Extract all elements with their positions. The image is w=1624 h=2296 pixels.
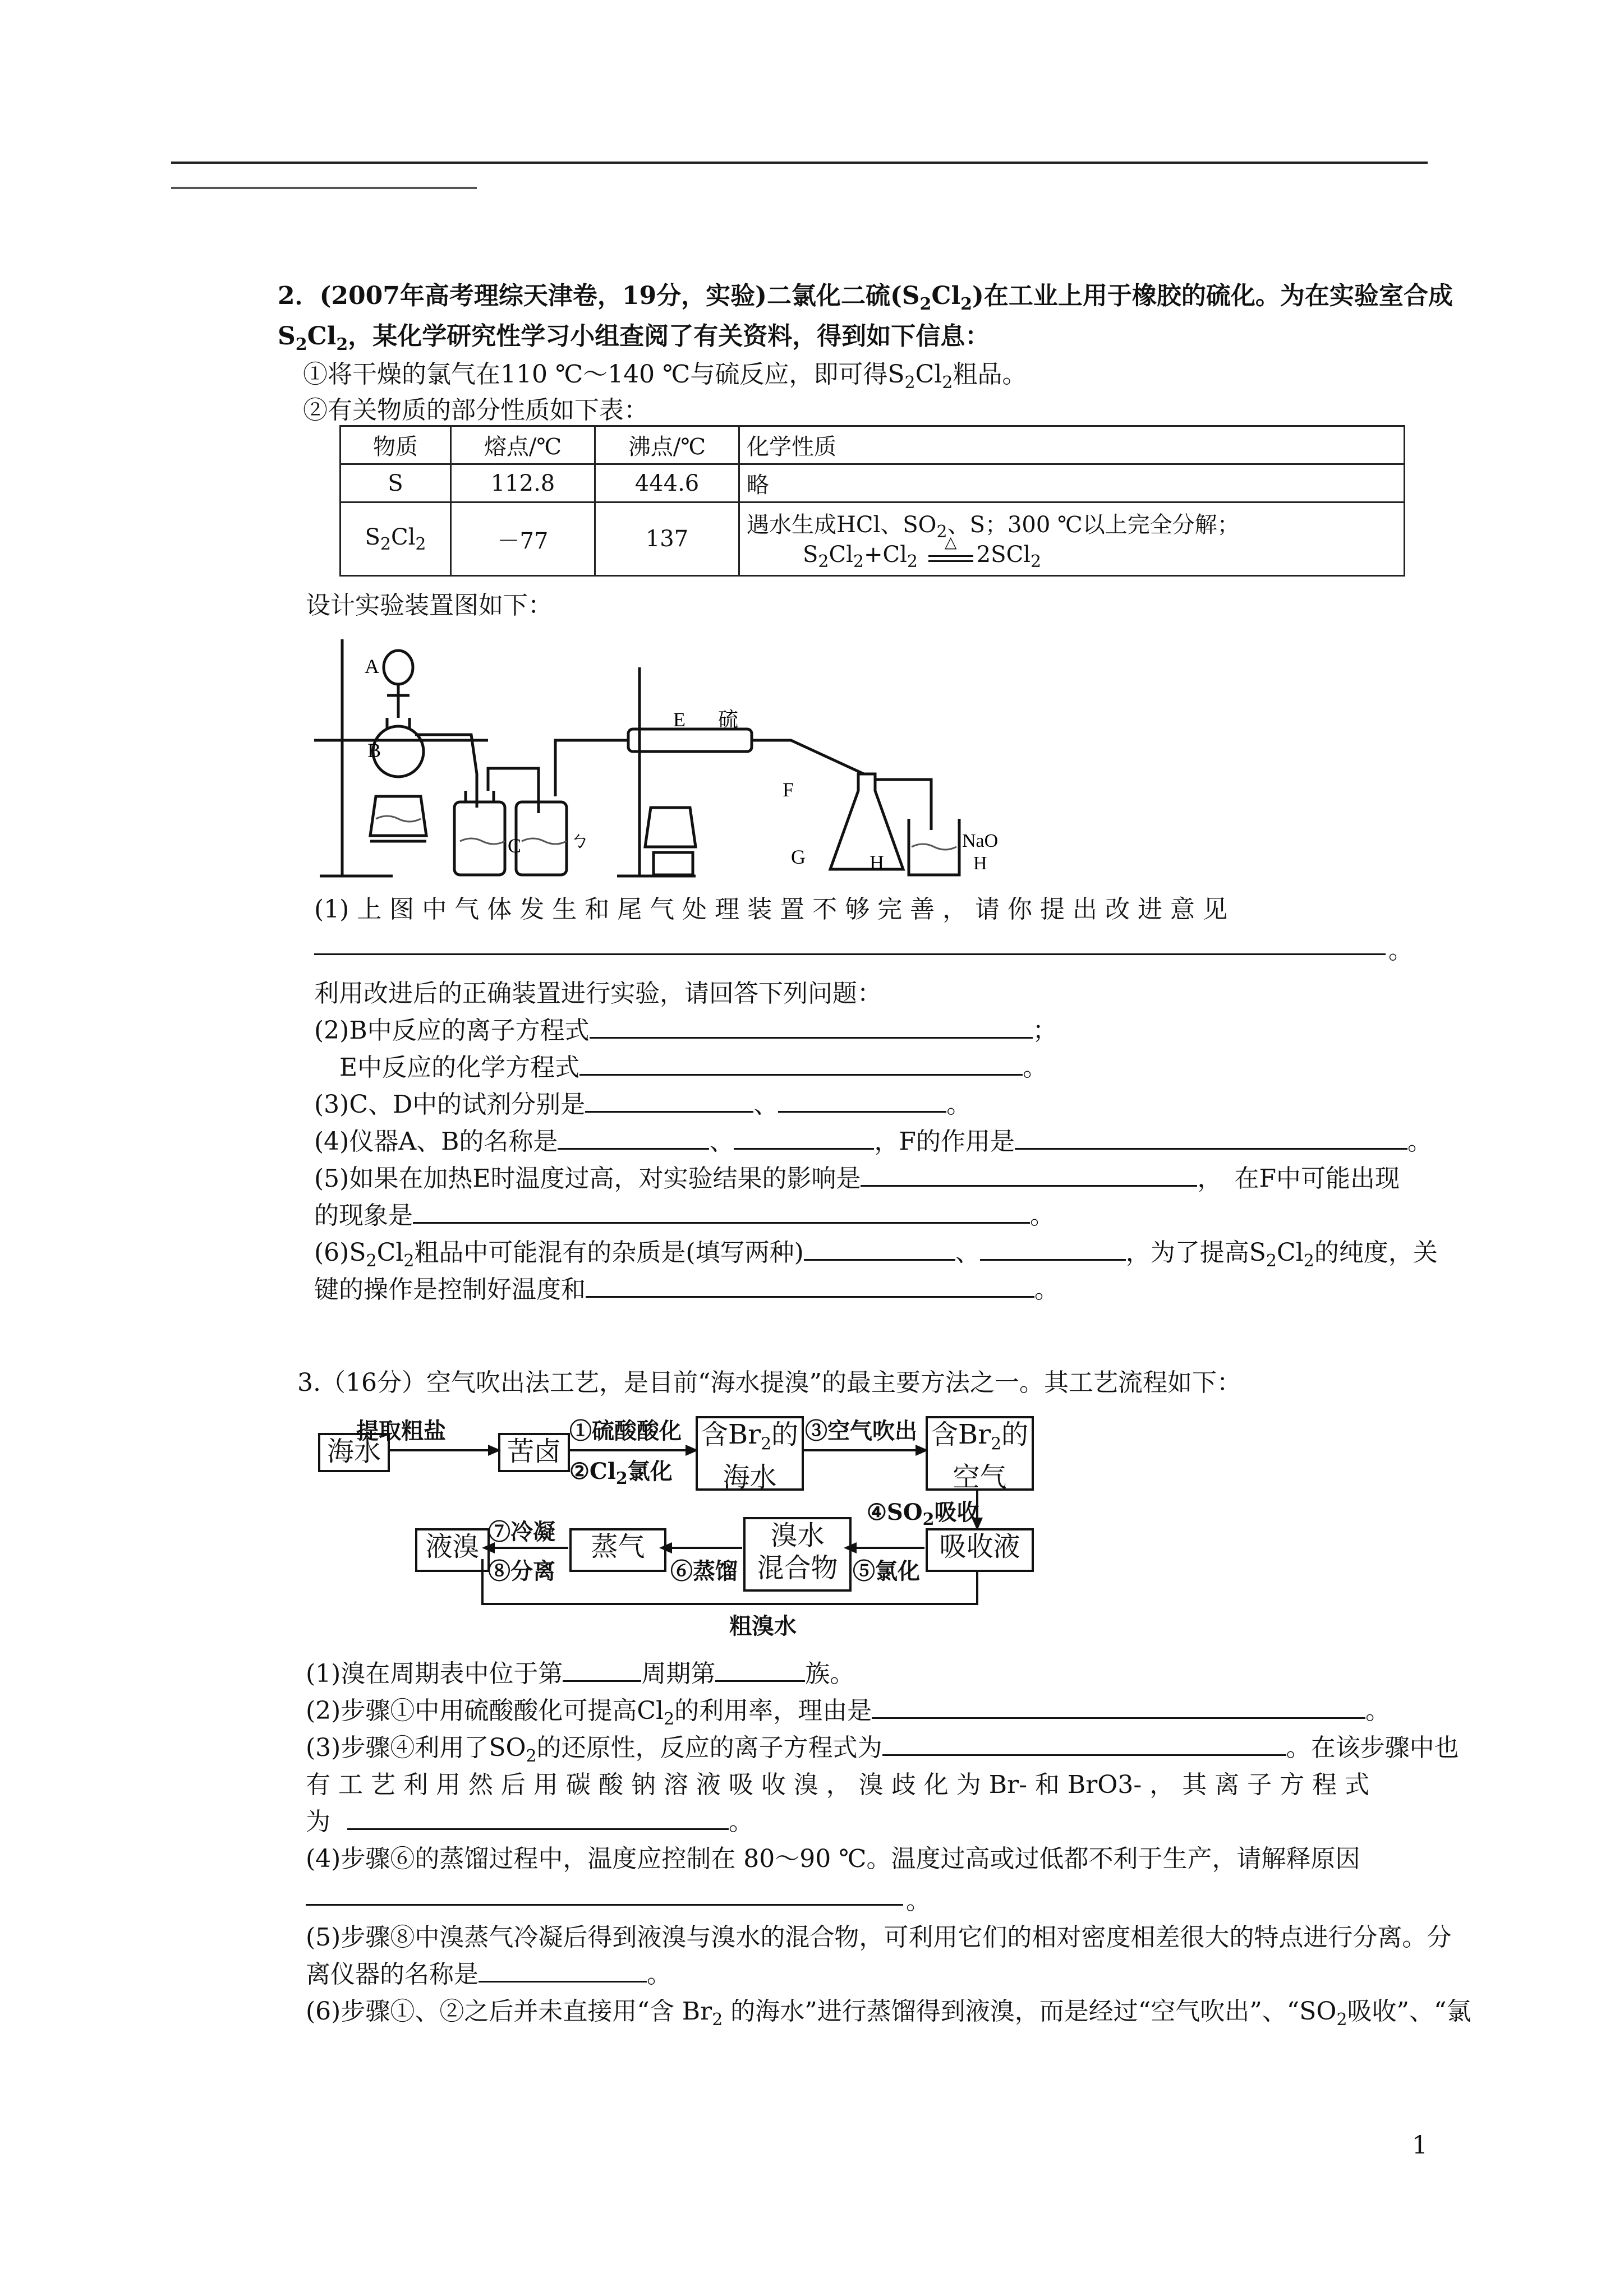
q3-part1: (1)溴在周期表中位于第 周期第 族。 (306, 1657, 854, 1691)
table-cell: 137 (595, 502, 739, 576)
q2-info2: ②有关物质的部分性质如下表： (303, 396, 648, 425)
answer-line (314, 953, 1386, 955)
top-rule-short (171, 187, 477, 189)
q3-part5: (5)步骤⑧中溴蒸气冷凝后得到液溴与溴水的混合物，可利用它们的相对密度相差很大的特点进行分离。分 (306, 1923, 1452, 1952)
q2-design-text: 设计实验装置图如下： (306, 591, 553, 620)
q2-part2b: E中反应的化学方程式 。 (339, 1051, 1047, 1085)
label-A: A (365, 655, 379, 677)
q3-part4: (4)步骤⑥的蒸馏过程中，温度应控制在 80～90 ℃。温度过高或过低都不利于生产，请解释原因 (306, 1845, 1360, 1873)
q2-part1-end: 。 (1388, 936, 1413, 965)
flow-box-mixture: 溴水 混合物 (743, 1517, 852, 1592)
table-cell: 444.6 (595, 464, 739, 502)
q3-part5b: 离仪器的名称是 。 (306, 1958, 671, 1991)
properties-table (339, 425, 1405, 577)
flow-label-step2: $②Cl_2$氯化 (569, 1458, 673, 1488)
q3-part4-end: 。 (906, 1887, 931, 1915)
q2-title: 2．(2007年高考理综天津卷，19分，实验)二氯化二硫$(S_2Cl_2)$在工业上用于橡胶的硫化。为在实验室合成 (278, 282, 1453, 314)
flow-label-step4: $④SO_2$吸收 (867, 1499, 979, 1529)
label-sulfur: 硫 (718, 708, 739, 731)
table-header-row (341, 426, 1405, 464)
flow-box-br-seawater: 含$Br_2$的 海水 (696, 1416, 804, 1491)
q3-part3c: 为 。 (306, 1805, 753, 1839)
q2-intro: 利用改进后的正确装置进行实验，请回答下列问题： (314, 979, 882, 1008)
q2-part6b: 键的操作是控制好温度和 。 (314, 1273, 1059, 1307)
top-rule (171, 162, 1428, 164)
flow-box-vapor: 蒸气 (569, 1528, 666, 1572)
flow-box-liquid-br: 液溴 (415, 1528, 490, 1572)
table-cell: 略 (739, 464, 1405, 502)
label-naoh-2: H (973, 853, 987, 874)
label-B: B (367, 739, 381, 762)
label-H: H (869, 851, 884, 874)
q2-info1: ①将干燥的氯气在110 ℃～140 ℃与硫反应，即可得$S_2Cl_2$粗品。 (303, 360, 1027, 393)
table-header: 物质 (341, 426, 451, 464)
flow-label-step3: ③空气吹出 (805, 1418, 917, 1444)
flow-label-step1: ①硫酸酸化 (569, 1418, 682, 1444)
q2-title-line2: $S_2Cl_2$，某化学研究性学习小组查阅了有关资料，得到如下信息： (278, 322, 990, 354)
table-cell: 112.8 (451, 464, 595, 502)
table-cell: 遇水生成HCl、$SO_2$、S；300 ℃以上完全分解； $S_2Cl_2+Cl_2$ △ 2SCl$_2$ (739, 502, 1405, 576)
page-number: 1 (1412, 2131, 1428, 2160)
q3-part3b: 有 工 艺 利 用 然 后 用 碳 酸 钠 溶 液 吸 收 溴 ， 溴 歧 化 为 Br- 和 BrO3- ， 其 离 子 方 程 式 (306, 1771, 1370, 1799)
flow-box-br-air: 含$Br_2$的 空气 (926, 1416, 1034, 1491)
flow-label-step7: ⑦冷凝 (488, 1519, 555, 1545)
flow-label-crude: 粗溴水 (729, 1613, 797, 1639)
label-F: F (783, 778, 794, 801)
table-cell: $S_2Cl_2$ (341, 502, 451, 576)
q2-part1: (1) 上 图 中 气 体 发 生 和 尾 气 处 理 装 置 不 够 完 善 ， 请 你 提 出 改 进 意 见 (314, 895, 1227, 924)
label-D: ㄅ (569, 829, 590, 851)
label-G: G (791, 846, 806, 868)
flow-box-absorb: 吸收液 (926, 1528, 1034, 1572)
flow-box-bittern: 苦卤 (498, 1433, 570, 1472)
label-naoh: NaO (962, 831, 999, 851)
table-cell: S (341, 464, 451, 502)
q3-title: 3.（16分）空气吹出法工艺，是目前“海水提溴”的最主要方法之一。其工艺流程如下： (297, 1368, 1241, 1397)
q3-part2: (2)步骤①中用硫酸酸化可提高$Cl_2$的利用率，理由是 。 (306, 1694, 1390, 1736)
apparatus-diagram (303, 634, 1032, 892)
flow-label-step5: ⑤氯化 (853, 1558, 920, 1584)
label-E: E (673, 708, 686, 731)
table-cell: －77 (451, 502, 595, 576)
table-row (341, 464, 1405, 502)
q2-part5: (5)如果在加热E时温度过高，对实验结果的影响是 ， 在F中可能出现 (314, 1162, 1400, 1196)
q2-part6: $(6)S_2Cl_2$粗品中可能混有的杂质是(填写两种) 、 ，为了提高$S_2Cl_2$的纯度，关 (314, 1236, 1438, 1278)
q2-part3: (3)C、D中的试剂分别是 、 。 (314, 1088, 971, 1122)
q2-part5b: 的现象是 。 (314, 1199, 1055, 1233)
q3-part3a: (3)步骤④利用了$SO_2$的还原性，反应的离子方程式为 。在该步骤中也 (306, 1731, 1459, 1773)
table-header: 沸点/℃ (595, 426, 739, 464)
flow-label-extract: 提取粗盐 (356, 1418, 446, 1444)
table-header: 熔点/℃ (451, 426, 595, 464)
table-row (341, 502, 1405, 576)
q3-part6: (6)步骤①、②之后并未直接用“含 $Br_2$ 的海水”进行蒸馏得到液溴，而是经过“空气吹出”、“$SO_2$吸收”、“氯 (306, 1997, 1471, 2030)
flow-label-step6: ⑥蒸馏 (670, 1558, 738, 1584)
flow-label-step8: ⑧分离 (488, 1558, 555, 1584)
q2-part4: (4)仪器A、B的名称是 、 ，F的作用是 。 (314, 1125, 1432, 1159)
answer-line (306, 1904, 903, 1906)
flow-box-seawater: 海水 (318, 1433, 390, 1472)
q2-part2a: (2)B中反应的离子方程式 ； (314, 1014, 1057, 1048)
table-header: 化学性质 (739, 426, 1405, 464)
label-C: C (508, 835, 522, 857)
